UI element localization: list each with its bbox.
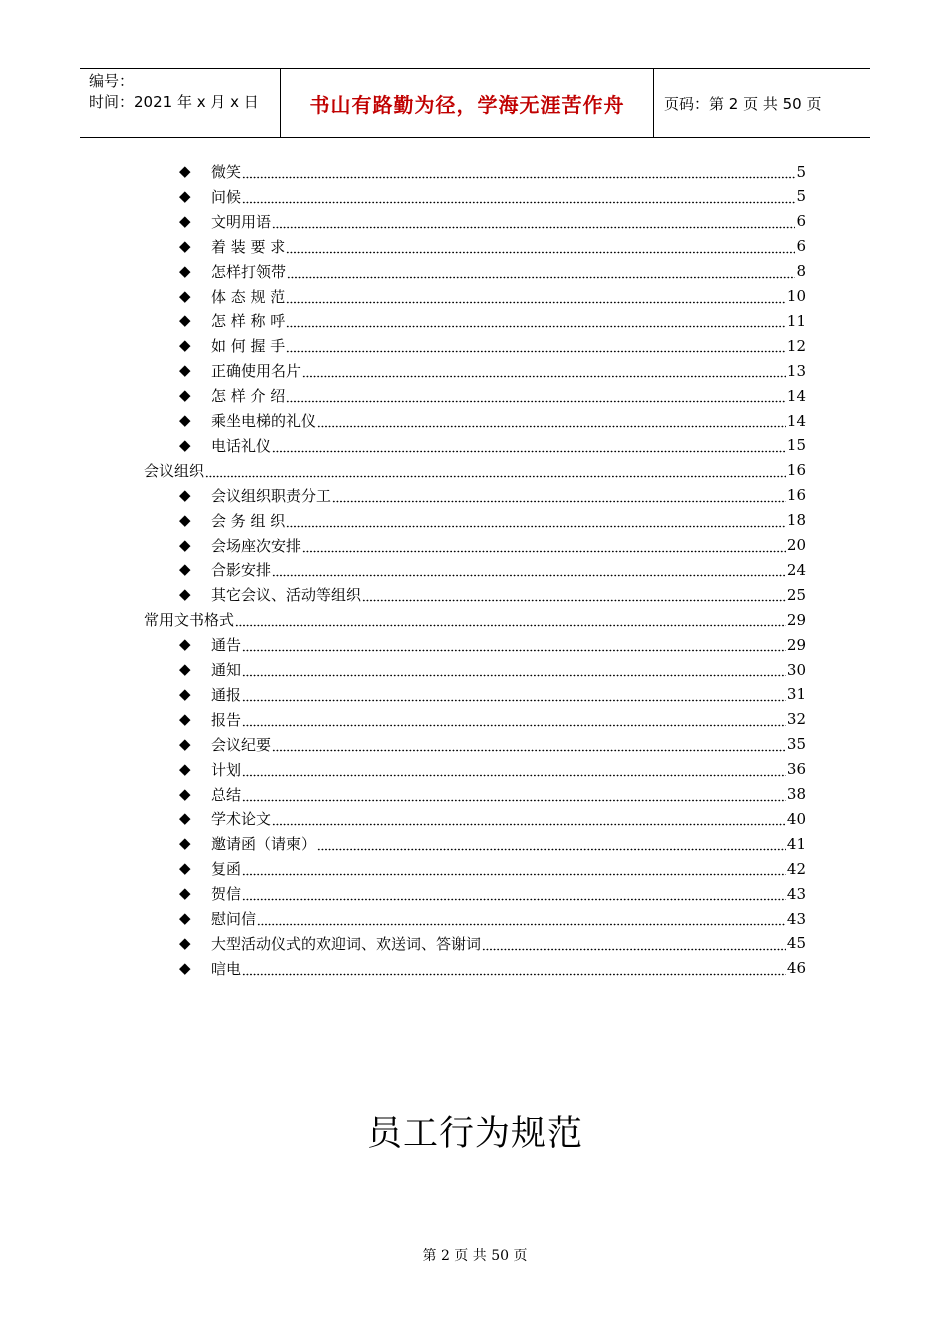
toc-entry-page: 12: [786, 336, 806, 355]
toc-entry-page: 6: [796, 237, 806, 256]
toc-entry-title: 会场座次安排: [211, 536, 302, 555]
toc-entry-title: 问候: [211, 187, 242, 206]
toc-entry-page: 36: [786, 760, 806, 779]
toc-leader-dots: [362, 592, 786, 602]
toc-leader-dots: [235, 617, 786, 627]
toc-leader-dots: [272, 219, 795, 229]
diamond-bullet-icon: ◆: [179, 286, 191, 305]
diamond-bullet-icon: ◆: [179, 186, 191, 205]
toc-entry[interactable]: [179, 782, 806, 807]
toc-leader-dots: [242, 169, 795, 179]
diamond-bullet-icon: ◆: [179, 585, 191, 604]
toc-leader-dots: [242, 966, 786, 976]
toc-entry-page: 45: [786, 934, 806, 953]
toc-entry-title: 学术论文: [211, 810, 272, 829]
toc-entry-page: 20: [786, 536, 806, 554]
toc-entry[interactable]: [179, 881, 806, 906]
header-meta: [80, 69, 281, 137]
diamond-bullet-icon: ◆: [179, 411, 191, 429]
toc-entry[interactable]: [179, 333, 806, 358]
toc-entry-title: 报告: [211, 710, 242, 729]
diamond-bullet-icon: ◆: [179, 211, 191, 230]
toc-entry[interactable]: [179, 433, 806, 458]
toc-entry-page: 29: [786, 610, 806, 629]
toc-entry-title: 常用文书格式: [144, 611, 235, 630]
toc-entry-page: 42: [786, 859, 806, 878]
toc-entry-title: 合影安排: [211, 561, 272, 580]
header-motto-cell: [281, 69, 654, 137]
toc-entry-page: 41: [786, 834, 806, 853]
diamond-bullet-icon: ◆: [179, 933, 191, 952]
toc-entry-page: 40: [786, 809, 806, 828]
toc-entry-page: 5: [796, 162, 806, 181]
toc-entry[interactable]: [179, 707, 806, 732]
toc-entry[interactable]: [179, 259, 806, 284]
toc-leader-dots: [272, 816, 786, 826]
toc-entry-page: 46: [786, 959, 806, 978]
toc-leader-dots: [242, 792, 786, 802]
toc-leader-dots: [257, 916, 786, 926]
toc-entry-title: 大型活动仪式的欢迎词、欢送词、答谢词: [211, 934, 482, 953]
header-motto: 书山有路勤为径，学海无涯苦作舟: [309, 92, 625, 117]
toc-entry[interactable]: [179, 757, 806, 782]
toc-leader-dots: [242, 891, 786, 901]
toc-entry-page: 35: [786, 735, 806, 754]
diamond-bullet-icon: ◆: [179, 361, 191, 380]
toc-leader-dots: [302, 543, 786, 553]
toc-entry-title: 怎 样 介 绍: [211, 387, 286, 406]
toc-entry[interactable]: [179, 234, 806, 259]
diamond-bullet-icon: ◆: [179, 261, 191, 280]
diamond-bullet-icon: ◆: [179, 162, 191, 180]
toc-entry-title: 其它会议、活动等组织: [211, 586, 362, 605]
toc-entry[interactable]: [179, 483, 806, 508]
toc-entry[interactable]: [179, 358, 806, 383]
toc-entry-page: 13: [786, 361, 806, 380]
diamond-bullet-icon: ◆: [179, 759, 191, 778]
header-date-label: 时间：2021 年 x 月 x 日: [89, 93, 259, 111]
diamond-bullet-icon: ◆: [179, 859, 191, 878]
toc-entry[interactable]: [179, 906, 806, 931]
toc-leader-dots: [286, 518, 786, 528]
toc-leader-dots: [482, 941, 786, 951]
diamond-bullet-icon: ◆: [179, 236, 191, 255]
diamond-bullet-icon: ◆: [179, 909, 191, 927]
toc-leader-dots: [286, 343, 786, 353]
toc-entry-page: 38: [786, 785, 806, 803]
page-header: [80, 68, 870, 138]
toc-entry[interactable]: [179, 582, 806, 607]
toc-entry-page: 6: [796, 212, 806, 231]
toc-entry-title: 通知: [211, 661, 242, 679]
toc-entry-page: 8: [796, 262, 806, 281]
toc-entry[interactable]: [179, 308, 806, 333]
diamond-bullet-icon: ◆: [179, 684, 191, 703]
toc-entry-page: 24: [786, 560, 806, 579]
diamond-bullet-icon: ◆: [179, 635, 191, 654]
toc-entry-page: 32: [786, 710, 806, 729]
toc-entry-page: 15: [786, 436, 806, 455]
toc-entry-page: 25: [786, 585, 806, 604]
toc-entry-page: 43: [786, 884, 806, 903]
toc-entry-title: 总结: [211, 785, 242, 804]
toc-leader-dots: [242, 717, 786, 727]
diamond-bullet-icon: ◆: [179, 709, 191, 728]
toc-entry-title: 邀请函（请柬）: [211, 835, 317, 854]
toc-entry[interactable]: [179, 956, 806, 981]
toc-entry[interactable]: [179, 657, 806, 682]
toc-entry-page: 30: [786, 660, 806, 679]
toc-entry[interactable]: [179, 557, 806, 582]
toc-entry[interactable]: [179, 732, 806, 757]
toc-entry[interactable]: [179, 533, 806, 558]
toc-entry[interactable]: [179, 508, 806, 533]
toc-entry-title: 怎 样 称 呼: [211, 312, 286, 331]
diamond-bullet-icon: ◆: [179, 435, 191, 454]
toc-leader-dots: [242, 767, 786, 777]
toc-entry-page: 14: [786, 386, 806, 405]
toc-entry[interactable]: [179, 856, 806, 881]
toc-entry[interactable]: [179, 831, 806, 856]
toc-entry[interactable]: [179, 682, 806, 707]
toc-entry-title: 会议组织: [144, 461, 205, 480]
diamond-bullet-icon: ◆: [179, 834, 191, 853]
header-page-info: 页码：第 2 页 共 50 页: [664, 94, 822, 113]
toc-entry-title: 文明用语: [211, 212, 272, 231]
toc-entry[interactable]: [179, 806, 806, 831]
diamond-bullet-icon: ◆: [179, 336, 191, 355]
toc-leader-dots: [272, 567, 786, 577]
section-title: 员工行为规范: [366, 1114, 583, 1154]
diamond-bullet-icon: ◆: [179, 485, 191, 504]
toc-leader-dots: [242, 866, 786, 876]
toc-entry[interactable]: [144, 607, 806, 632]
toc-entry-title: 贺信: [211, 885, 242, 904]
diamond-bullet-icon: ◆: [179, 510, 191, 529]
toc-entry[interactable]: [179, 209, 806, 234]
toc-leader-dots: [286, 294, 786, 304]
toc-entry-page: 31: [786, 685, 806, 704]
toc-leader-dots: [286, 318, 786, 328]
toc-entry-page: 18: [786, 511, 806, 530]
toc-entry-title: 正确使用名片: [211, 362, 302, 381]
toc-leader-dots: [242, 194, 795, 204]
diamond-bullet-icon: ◆: [179, 958, 191, 977]
toc-entry[interactable]: [179, 931, 806, 956]
toc-leader-dots: [317, 841, 786, 851]
diamond-bullet-icon: ◆: [179, 386, 191, 405]
toc-entry-title: 怎样打领带: [211, 262, 287, 281]
diamond-bullet-icon: ◆: [179, 311, 191, 330]
toc-entry[interactable]: [144, 458, 806, 483]
toc-leader-dots: [302, 368, 786, 378]
toc-leader-dots: [272, 742, 786, 752]
toc-leader-dots: [332, 493, 786, 503]
toc-entry-title: 会议纪要: [211, 735, 272, 754]
toc-leader-dots: [287, 269, 795, 279]
header-number-label: 编号：: [89, 72, 135, 90]
toc-entry-page: 5: [796, 187, 806, 206]
toc-entry-page: 16: [786, 461, 806, 480]
toc-entry[interactable]: [179, 159, 806, 184]
toc-entry-title: 复函: [211, 860, 242, 879]
toc-leader-dots: [242, 667, 786, 677]
toc-entry-title: 计划: [211, 760, 242, 779]
toc-entry-title: 会议组织职责分工: [211, 486, 332, 505]
toc-leader-dots: [286, 393, 786, 403]
toc-entry[interactable]: [179, 184, 806, 209]
toc-entry-title: 慰问信: [211, 910, 257, 928]
toc-entry-title: 唁电: [211, 959, 242, 978]
toc-entry-page: 11: [786, 311, 806, 330]
toc-entry-page: 10: [786, 287, 806, 305]
toc-entry[interactable]: [179, 408, 806, 433]
toc-leader-dots: [242, 692, 786, 702]
toc-entry-page: 43: [786, 909, 806, 928]
toc-entry-title: 微笑: [211, 163, 242, 181]
toc-entry-title: 通告: [211, 636, 242, 655]
diamond-bullet-icon: ◆: [179, 660, 191, 678]
toc-entry-title: 着 装 要 求: [211, 237, 286, 256]
diamond-bullet-icon: ◆: [179, 535, 191, 554]
toc-entry-page: 14: [786, 411, 806, 430]
toc-leader-dots: [242, 642, 786, 652]
toc-entry-title: 体 态 规 范: [211, 287, 286, 306]
toc-entry[interactable]: [179, 383, 806, 408]
page-footer: 第 2 页 共 50 页: [422, 1248, 528, 1264]
toc-entry[interactable]: [179, 632, 806, 657]
diamond-bullet-icon: ◆: [179, 884, 191, 903]
toc-entry[interactable]: [179, 284, 806, 309]
toc-leader-dots: [205, 468, 786, 478]
toc-leader-dots: [286, 244, 795, 254]
toc-leader-dots: [317, 418, 786, 428]
diamond-bullet-icon: ◆: [179, 560, 191, 579]
toc-entry-title: 通报: [211, 685, 242, 704]
diamond-bullet-icon: ◆: [179, 734, 191, 753]
toc-leader-dots: [272, 443, 786, 453]
diamond-bullet-icon: ◆: [179, 784, 191, 803]
toc-entry-title: 乘坐电梯的礼仪: [211, 412, 317, 430]
diamond-bullet-icon: ◆: [179, 809, 191, 828]
toc-entry-page: 16: [786, 486, 806, 505]
toc-entry-page: 29: [786, 635, 806, 654]
toc-entry-title: 如 何 握 手: [211, 337, 286, 356]
toc-entry-title: 会 务 组 织: [211, 511, 286, 530]
toc-entry-title: 电话礼仪: [211, 436, 272, 455]
